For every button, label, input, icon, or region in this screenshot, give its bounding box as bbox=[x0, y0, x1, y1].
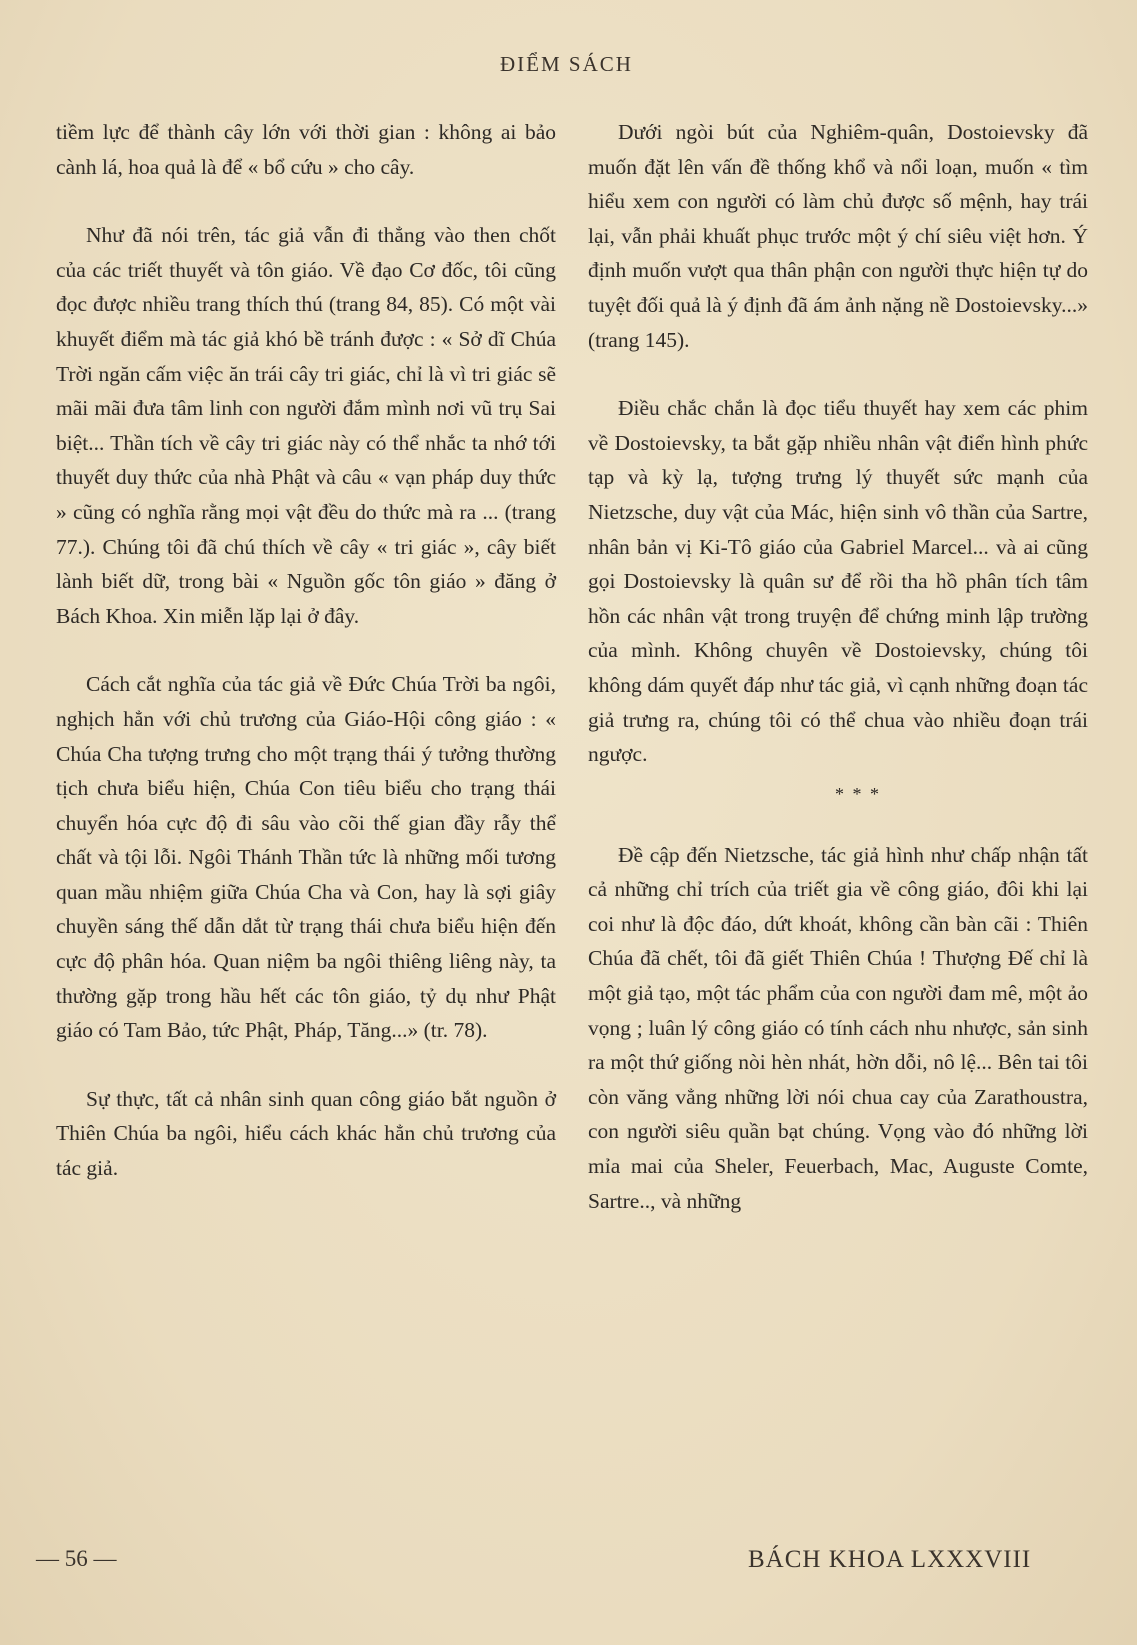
paragraph: tiềm lực để thành cây lớn với thời gian : không ai bảo cành lá, hoa quả là để « bổ cứu » cho cây. bbox=[56, 120, 556, 179]
publication-footer: BÁCH KHOA LXXXVIII bbox=[748, 1546, 1032, 1573]
paragraph: Đề cập đến Nietzsche, tác giả hình như chấp nhận tất cả những chỉ trích của triết gia về công giáo, đôi khi lại coi như là độc đáo, dứt khoát, không cần bàn cãi : Thiên Chúa đã chết, tôi đã giết Thiên Chúa ! Thượng Đế chỉ là một giả tạo, một tác phẩm của con người đam mê, một ảo vọng ; luân lý công giáo có tính cách nhu nhược, sản sinh ra một thứ giống nòi hèn nhát, hờn dỗi, nô lệ... Bên tai tôi còn văng vẳng những lời nói chua cay của Zarathoustra, con người siêu quần bạt chúng. Vọng vào đó những lời mỉa mai của Sheler, Feuerbach, Mac, Auguste Comte, Sartre.., và những bbox=[588, 842, 1088, 1213]
left-column bbox=[56, 115, 556, 1186]
section-separator bbox=[588, 783, 1088, 804]
paragraph: Sự thực, tất cả nhân sinh quan công giáo bắt nguồn ở Thiên Chúa ba ngôi, hiểu cách khác hẳn chủ trương của tác giả. bbox=[56, 1086, 556, 1181]
paragraph: Dưới ngòi bút của Nghiêm-quân, Dostoievsky đã muốn đặt lên vấn đề thống khổ và nổi loạn, muốn « tìm hiểu xem con người có làm chủ được số mệnh, hay trái lại, vẫn phải khuất phục trước một ý chí siêu việt hơn. Ý định muốn vượt qua thân phận con người thực hiện tự do tuyệt đối quả là ý định đã ám ảnh nặng nề Dostoievsky...» (trang 145). bbox=[588, 120, 1088, 352]
page-number: — 56 — bbox=[36, 1546, 117, 1571]
separator-text: * * * bbox=[835, 783, 881, 804]
paragraph: Cách cắt nghĩa của tác giả về Đức Chúa Trời ba ngôi, nghịch hẳn với chủ trương của Giáo-Hội công giáo : « Chúa Cha tượng trưng cho một trạng thái ý tưởng thường tịch chưa biểu hiện, Chúa Con tiêu biểu cho trạng thái chuyển hóa cực độ đi sâu vào cõi thế gian đầy rẫy thể chất và tội lỗi. Ngôi Thánh Thần tức là những mối tương quan mầu nhiệm giữa Chúa Cha và Con, hay là sợi giây chuyền sáng thế dẫn dắt từ trạng thái chưa biểu hiện đến cực độ phân hóa. Quan niệm ba ngôi thiêng liêng này, ta thường gặp trong hầu hết các tôn giáo, tỷ dụ như Phật giáo có Tam Bảo, tức Phật, Pháp, Tăng...» (tr. 78). bbox=[56, 672, 556, 1043]
paragraph: Như đã nói trên, tác giả vẫn đi thẳng vào then chốt của các triết thuyết và tôn giáo. Về đạo Cơ đốc, tôi cũng đọc được nhiều trang thích thú (trang 84, 85). Có một vài khuyết điểm mà tác giả khó bề tránh được : « Sở dĩ Chúa Trời ngăn cấm việc ăn trái cây tri giác, chỉ là vì tri giác sẽ mãi mãi đưa tâm linh con người đắm mình nơi vũ trụ Sai biệt... Thần tích về cây tri giác này có thể nhắc ta nhớ tới thuyết duy thức của nhà Phật và câu « vạn pháp duy thức » cũng có nghĩa rằng mọi vật đều do thức mà ra ... (trang 77.). Chúng tôi đã chú thích về cây « tri giác », cây biết lành biết dữ, trong bài « Nguồn gốc tôn giáo » đăng ở Bách Khoa. Xin miễn lặp lại ở đây. bbox=[56, 223, 556, 628]
right-column bbox=[588, 115, 1088, 1218]
section-header: ĐIỂM SÁCH bbox=[500, 52, 633, 76]
paragraph: Điều chắc chắn là đọc tiểu thuyết hay xem các phim về Dostoievsky, ta bắt gặp nhiều nhân vật điển hình phức tạp và kỳ lạ, tượng trưng lý thuyết sức mạnh của Nietzsche, duy vật của Mác, hiện sinh vô thần của Sartre, nhân bản vị Ki-Tô giáo của Gabriel Marcel... và ai cũng gọi Dostoievsky là quân sư để rồi tha hồ phân tích tâm hồn các nhân vật trong truyện để chứng minh lập trường của mình. Không chuyên về Dostoievsky, chúng tôi không dám quyết đáp như tác giả, vì cạnh những đoạn tác giả trưng ra, chúng tôi có thể chua vào nhiều đoạn trái ngược. bbox=[588, 396, 1088, 767]
